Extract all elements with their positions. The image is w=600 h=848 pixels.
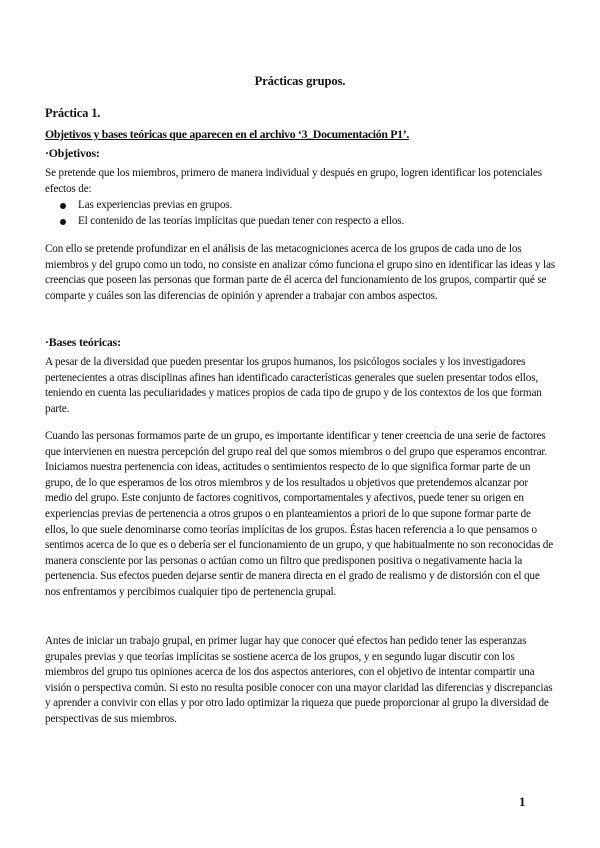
objetivos-bullet-list [45,198,404,229]
bullet-text: El contenido de las teorías implícitas que puedan tener con respecto a ellos. [78,214,405,227]
bases-paragraph-1: A pesar de la diversidad que pueden presentar los grupos humanos, los psicólogos sociales y los investigadores pertenecientes a otras disciplinas afines han identificado características generales que suelen presentar todos ellos, teniendo en cuenta las peculiaridades y matices propios de cada tipo de grupo y de los contextos de los que forman parte. [45,356,542,415]
list-item [45,198,404,214]
bullet-icon [60,219,66,225]
bases-heading: ·Bases teóricas: [45,335,121,349]
list-item [45,214,404,230]
bases-paragraph-3: Antes de iniciar un trabajo grupal, en primer lugar hay que conocer qué efectos han pedido tener las esperanzas grupales previas y que teorías implícitas se sostiene acerca de los grupos, y en segundo lugar discutir con los miembros del grupo tus opiniones acerca de los dos aspectos anteriores, con el objetivo de intentar compartir una visión o perspectiva común. Si esto no resulta posible conocer con una mayor claridad las diferencias y discrepancias y aprender a convivir con ellas y por otro lado optimizar la riqueza que puede proporcionar al grupo la diversidad de perspectivas de sus miembros. [45,635,553,725]
page-number: 1 [519,794,526,809]
bullet-icon [60,203,66,209]
practice-heading: Práctica 1. [45,106,101,120]
document-title: Prácticas grupos. [254,74,346,88]
bases-paragraph-2: Cuando las personas formamos parte de un grupo, es importante identificar y tener creencia de una serie de factores que intervienen en nuestra percepción del grupo real del que somos miembros o del grupo que esperamos encontrar. Iniciamos nuestra pertenencia con ideas, actitudes o sentimientos respecto de lo que significa formar parte de un grupo, de lo que esperamos de los otros miembros y de los resultados u objetivos que pretendemos alcanzar por medio del grupo. Este conjunto de factores cognitivos, comportamentales y afectivos, puede tener su origen en experiencias previas de pertenencia a otros grupos o en planteamientos a priori de lo que supone formar parte de ellos, lo que suele denominarse como teorías implícitas de los grupos. Éstas hacen referencia a lo que pensamos o sentimos acerca de lo que es o debería ser el funcionamiento de un grupo, y que habitualmente no son reconocidas de manera consciente por las personas o actúan como un filtro que predisponen positiva o negativamente hacia la pertenencia. Sus efectos pueden dejarse sentir de manera directa en el grado de realismo y de distorsión con el que nos enfrentamos y percibimos cualquier tipo de pertenencia grupal. [45,430,554,598]
objetivos-intro: Se pretende que los miembros, primero de manera individual y después en grupo, logren identificar los potenciales efectos de: [45,167,542,195]
section-heading: Objetivos y bases teóricas que aparecen en el archivo ‘3_Documentación P1’. [45,127,410,141]
objetivos-heading: ·Objetivos: [45,146,100,160]
bullet-text: Las experiencias previas en grupos. [78,199,233,211]
objetivos-paragraph: Con ello se pretende profundizar en el análisis de las metacogniciones acerca de los grupos de cada uno de los miembros y del grupo como un todo, no consiste en analizar cómo funciona el grupo sino en identificar las ideas y las creencias que poseen las personas que forman parte de él acerca del funcionamiento de los grupos, compartir qué se comparte y cuáles son las diferencias de opinión y aprender a trabajar con ambos aspectos. [45,243,555,302]
